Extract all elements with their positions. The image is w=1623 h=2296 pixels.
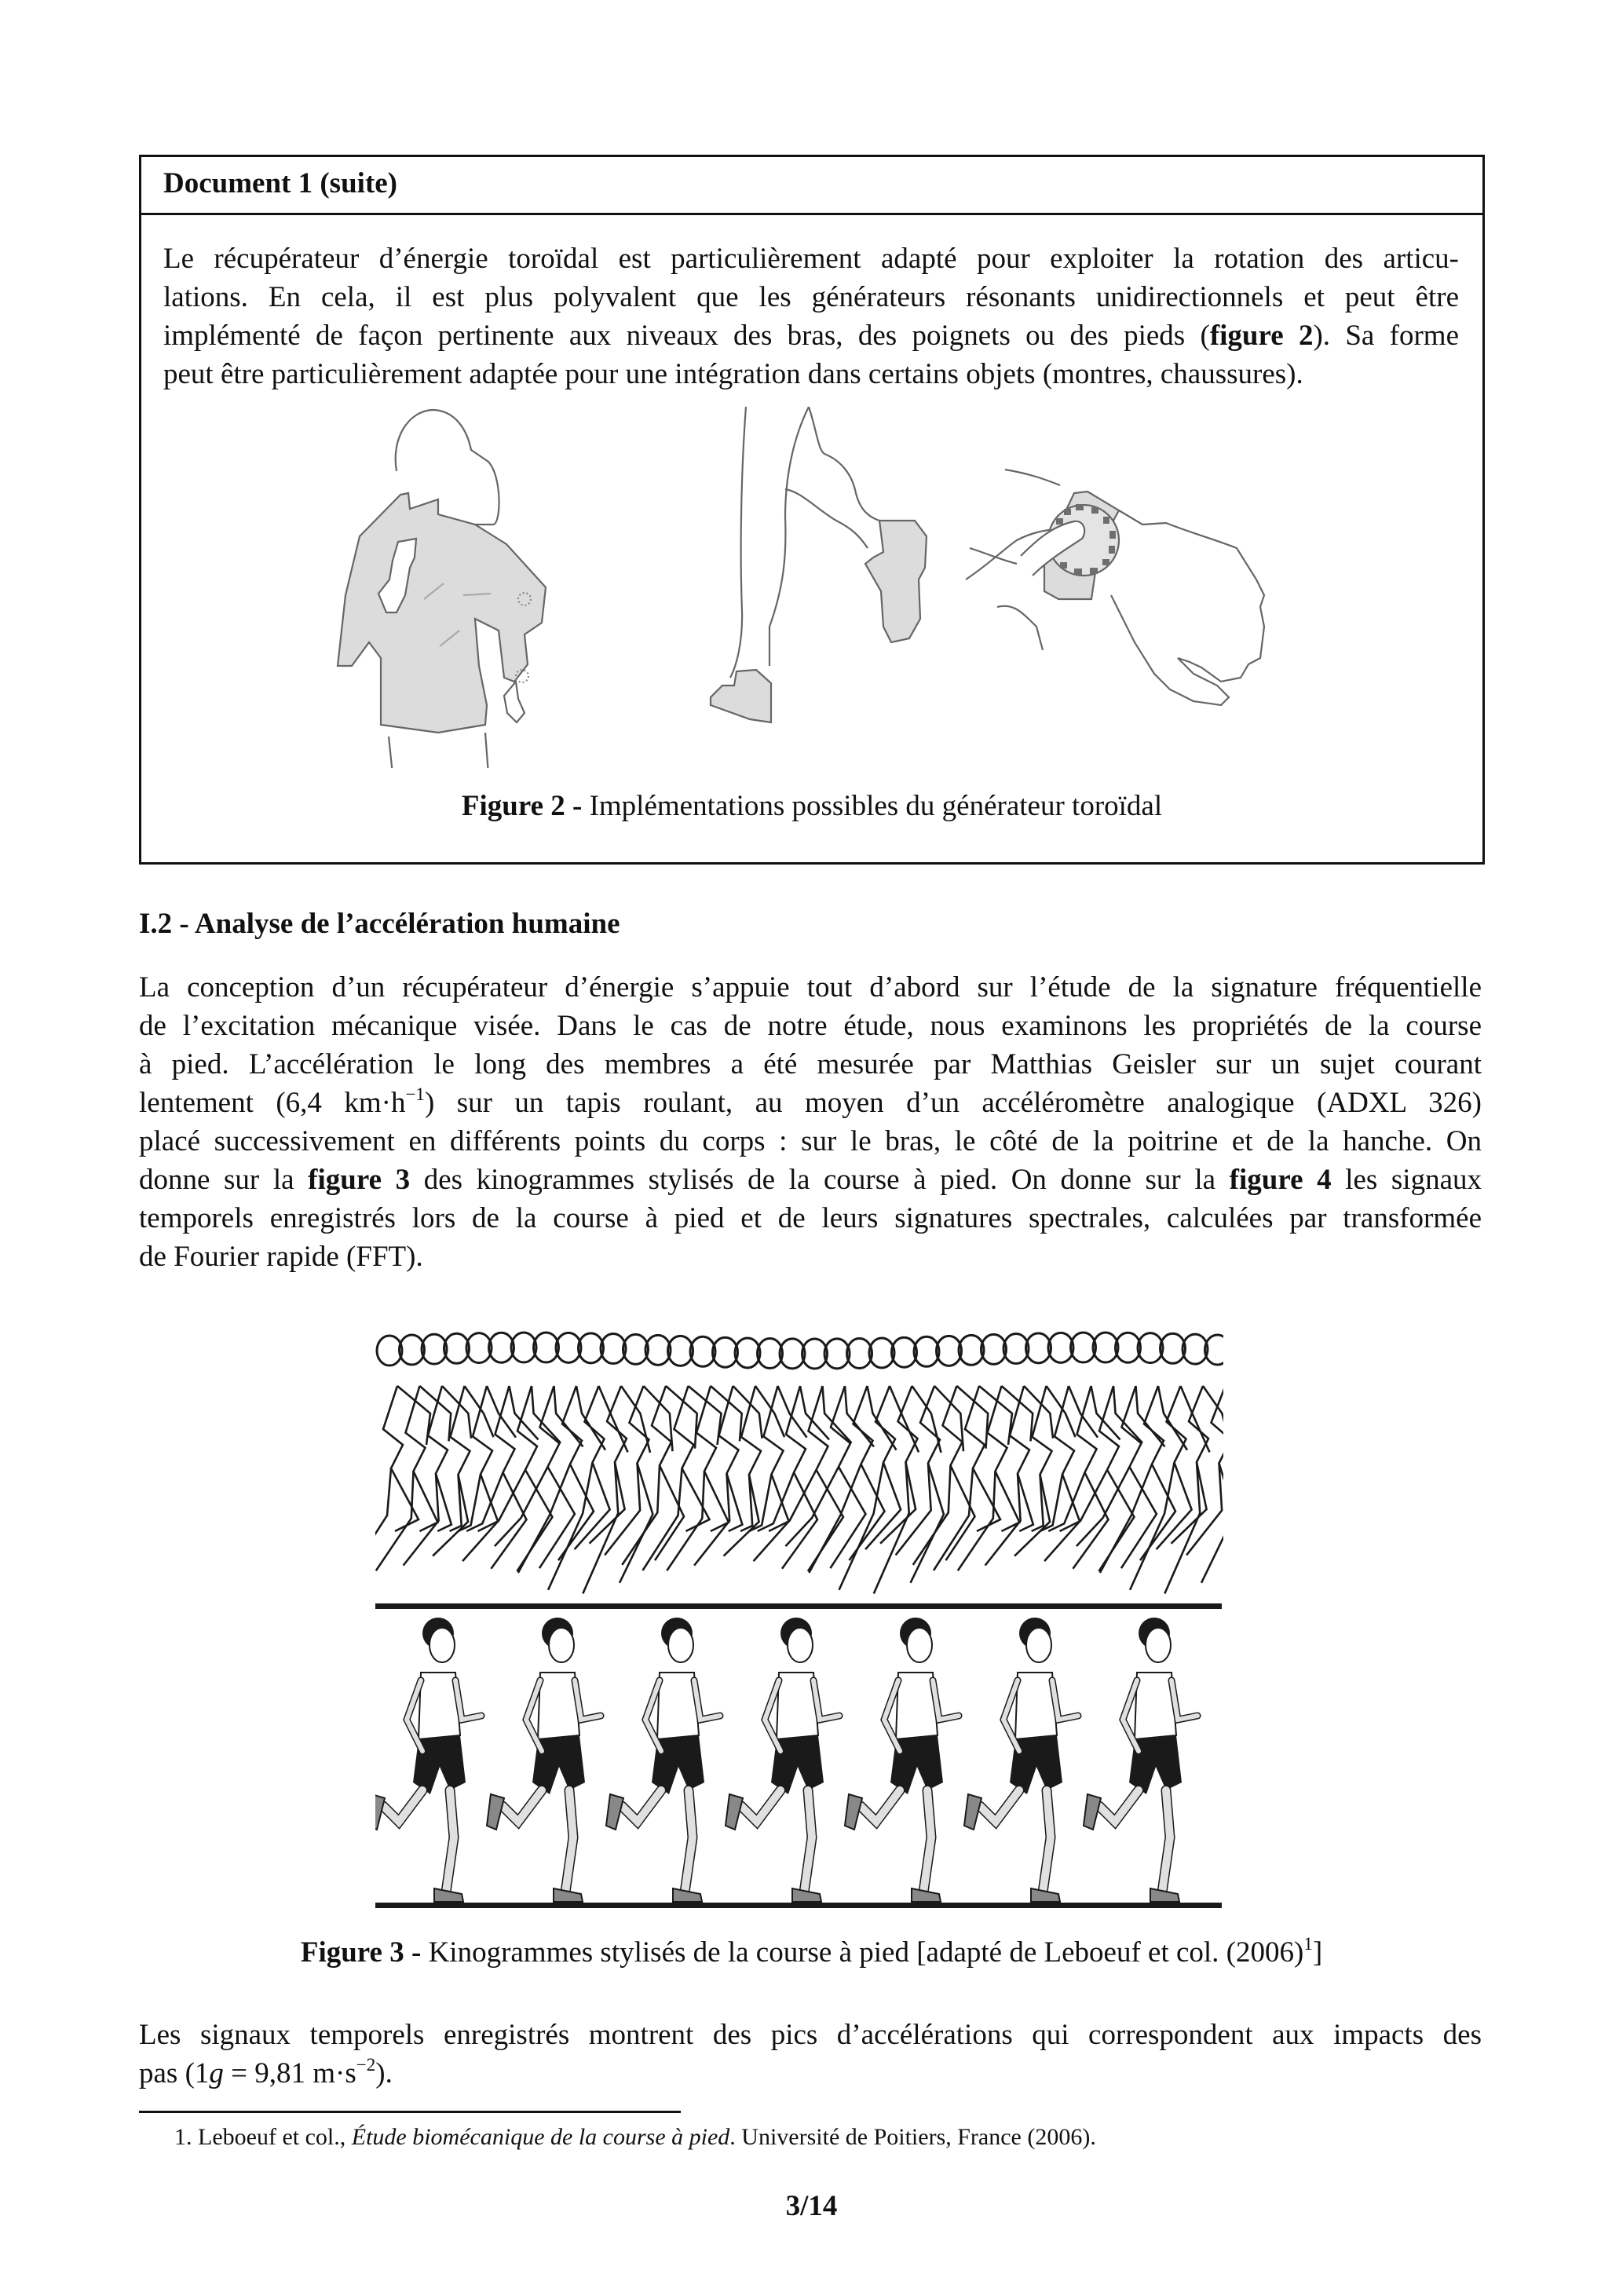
text-run: donne sur la (139, 1164, 309, 1196)
stick-figure-leg (667, 1472, 704, 1571)
wrist-watch-illustration (966, 470, 1264, 705)
paragraph-line: Le récupérateur d’énergie toroïdal est particulièrement adapté pour exploiter la rotation des articu- (163, 243, 1459, 275)
stick-figure-leg (830, 1467, 865, 1568)
text-run: ) sur un tapis roulant, au moyen d’un accéléromètre analogique (ADXL 326) (424, 1087, 1482, 1119)
paragraph-line: à pied. L’accélération le long des membres a été mesurée par Matthias Geisler sur un sujet courant (139, 1048, 1482, 1080)
footnote-author: Leboeuf et col., (192, 2124, 352, 2150)
stick-figure (518, 1386, 582, 1573)
stick-figure-leg (643, 1468, 682, 1570)
superscript: −2 (356, 2055, 376, 2075)
runner-legs (503, 1790, 573, 1892)
runner-torso-illustration (338, 410, 546, 768)
stick-figure (1100, 1386, 1164, 1573)
caption-text: Implémentations possibles du générateur toroïdal (582, 790, 1163, 822)
stick-figure (809, 1386, 872, 1573)
text-run: des kinogrammes stylisés de la course à pied. On donne sur la (410, 1164, 1230, 1196)
footnote-rest: . Université de Poitiers, France (2006). (729, 2124, 1096, 2150)
stick-figure (478, 1386, 537, 1531)
figure-2-reference: figure 2 (1209, 320, 1314, 352)
footnote-divider (139, 2111, 681, 2113)
stick-figure (740, 1386, 761, 1531)
footnote-marker: 1 (1303, 1934, 1313, 1954)
text-run: ). Sa forme (1313, 320, 1460, 352)
paragraph-line (139, 1161, 1482, 1199)
stick-figure-arm (689, 1386, 722, 1445)
runner-figure (606, 1618, 720, 1902)
caption-label: Figure 3 - (300, 1936, 422, 1969)
runner-face (788, 1628, 813, 1662)
stick-figure-leg (1121, 1467, 1157, 1568)
paragraph-line: peut être particulièrement adaptée pour une intégration dans certains objets (montres, chaussures). (163, 358, 1303, 390)
superscript: −1 (405, 1084, 425, 1104)
stick-figure-sequence (375, 1386, 1223, 1593)
stick-figure-leg (865, 1463, 901, 1550)
stick-figure (1060, 1386, 1119, 1531)
stick-figure (620, 1386, 652, 1583)
caption-label: Figure 2 - (461, 790, 583, 822)
runner-figure (964, 1618, 1078, 1902)
footnote-title: Étude biomécanique de la course à pied (351, 2124, 730, 2150)
page-number: 3/14 (785, 2190, 838, 2222)
paragraph-line (139, 2054, 1482, 2093)
text-run: les signaux (1331, 1164, 1482, 1196)
stick-figure (450, 1386, 470, 1531)
stick-figure (988, 1386, 1020, 1531)
runner-legs (1099, 1790, 1170, 1892)
stick-figure (769, 1386, 828, 1531)
stick-figure (1032, 1386, 1052, 1531)
stick-figure-leg (539, 1467, 575, 1568)
paragraph-line: La conception d’un récupérateur d’énergie s’appuie tout d’abord sur l’étude de la signature fréquentielle (139, 971, 1482, 1004)
section-paragraph (139, 968, 1482, 1276)
paragraph-line (163, 316, 1459, 355)
stick-figure-arm (1002, 1386, 1033, 1441)
stick-figure (406, 1386, 438, 1531)
stick-figure-arm (420, 1386, 451, 1441)
runner-face (549, 1628, 574, 1662)
stick-figure-leg (622, 1465, 660, 1565)
runner-legs (383, 1790, 454, 1892)
stick-figure-leg (375, 1468, 391, 1570)
stick-figure-arm (711, 1386, 742, 1441)
stick-figure-leg (575, 1463, 610, 1550)
ground-line-top (375, 1603, 1222, 1609)
stick-figure-arm (397, 1386, 430, 1445)
runner-face (1146, 1628, 1171, 1662)
stick-figure (911, 1386, 944, 1583)
runner-figure (487, 1618, 601, 1902)
footnote-number: 1. (174, 2124, 192, 2150)
runner-figure (1084, 1618, 1197, 1902)
caption-text: Kinogrammes stylisés de la course à pied [adapté de Leboeuf et col. (2006) (421, 1936, 1304, 1969)
figure-3-caption (0, 1936, 1623, 1969)
figure-3-kinogram (375, 1327, 1223, 1916)
document-box-header (141, 157, 1482, 215)
runner-legs (622, 1790, 693, 1892)
runner-face (907, 1628, 932, 1662)
stick-figure (696, 1386, 729, 1531)
stick-figure (1130, 1386, 1186, 1590)
document-title: Document 1 (suite) (163, 167, 398, 199)
text-run: ). (375, 2057, 393, 2089)
ground-line-bottom (375, 1903, 1222, 1908)
paragraph-line: lations. En cela, il est plus polyvalent que les générateurs résonants unidirectionnels et peut être (163, 281, 1459, 313)
text-run: = 9,81 m·s (223, 2057, 356, 2089)
runner-figure (845, 1618, 959, 1902)
figure-2-illustrations (322, 407, 1303, 768)
figure-3-reference: figure 3 (308, 1164, 411, 1196)
document-box (139, 155, 1485, 865)
runner-legs (861, 1790, 931, 1892)
runner-face (1026, 1628, 1051, 1662)
footnote (174, 2122, 1096, 2152)
stick-figure-leg (934, 1468, 973, 1570)
stick-figure-leg (913, 1465, 951, 1565)
impact-paragraph (139, 2016, 1482, 2093)
stick-figure-leg (376, 1472, 414, 1571)
figure-4-reference: figure 4 (1229, 1164, 1332, 1196)
stick-figure (839, 1386, 895, 1590)
stick-figure-leg (958, 1472, 996, 1571)
figure-2-caption (141, 789, 1482, 823)
section-title: I.2 - Analyse de l’accélération humaine (139, 908, 620, 940)
paragraph-line: temporels enregistrés lors de la course à pied et de leurs signatures spectrales, calculées par transformée (139, 1202, 1482, 1234)
stick-figure-leg (1157, 1463, 1192, 1550)
runner-face (668, 1628, 693, 1662)
paragraph-line: Les signaux temporels enregistrés montrent des pics d’accélérations qui correspondent aux impacts des (139, 2019, 1482, 2051)
head-trajectory-circles (377, 1333, 1223, 1369)
text-run: pas (1 (139, 2057, 210, 2089)
text-run: implémenté de façon pertinente aux niveaux des bras, des poignets ou des pieds ( (163, 320, 1210, 352)
paragraph-line: de Fourier rapide (FFT). (139, 1241, 423, 1273)
runner-face (430, 1628, 455, 1662)
runner-figure (375, 1618, 481, 1902)
runner-figure (726, 1618, 839, 1902)
caption-end: ] (1312, 1936, 1323, 1969)
text-run: lentement (6,4 km·h (139, 1087, 406, 1119)
runner-sequence (375, 1618, 1197, 1902)
runner-legs (980, 1790, 1051, 1892)
paragraph-line (139, 1084, 1482, 1122)
paragraph-line: de l’excitation mécanique visée. Dans le cas de notre étude, nous examinons les propriétés de la course (139, 1010, 1482, 1042)
running-legs-illustration (711, 407, 927, 722)
stick-figure (548, 1386, 604, 1590)
stick-figure-arm (979, 1386, 1012, 1445)
document-paragraph (163, 239, 1459, 393)
runner-legs (741, 1790, 812, 1892)
paragraph-line: placé successivement en différents points du corps : sur le bras, le côté de la poitrine et de la hanche. On (139, 1125, 1482, 1157)
gravity-symbol: g (209, 2057, 224, 2089)
